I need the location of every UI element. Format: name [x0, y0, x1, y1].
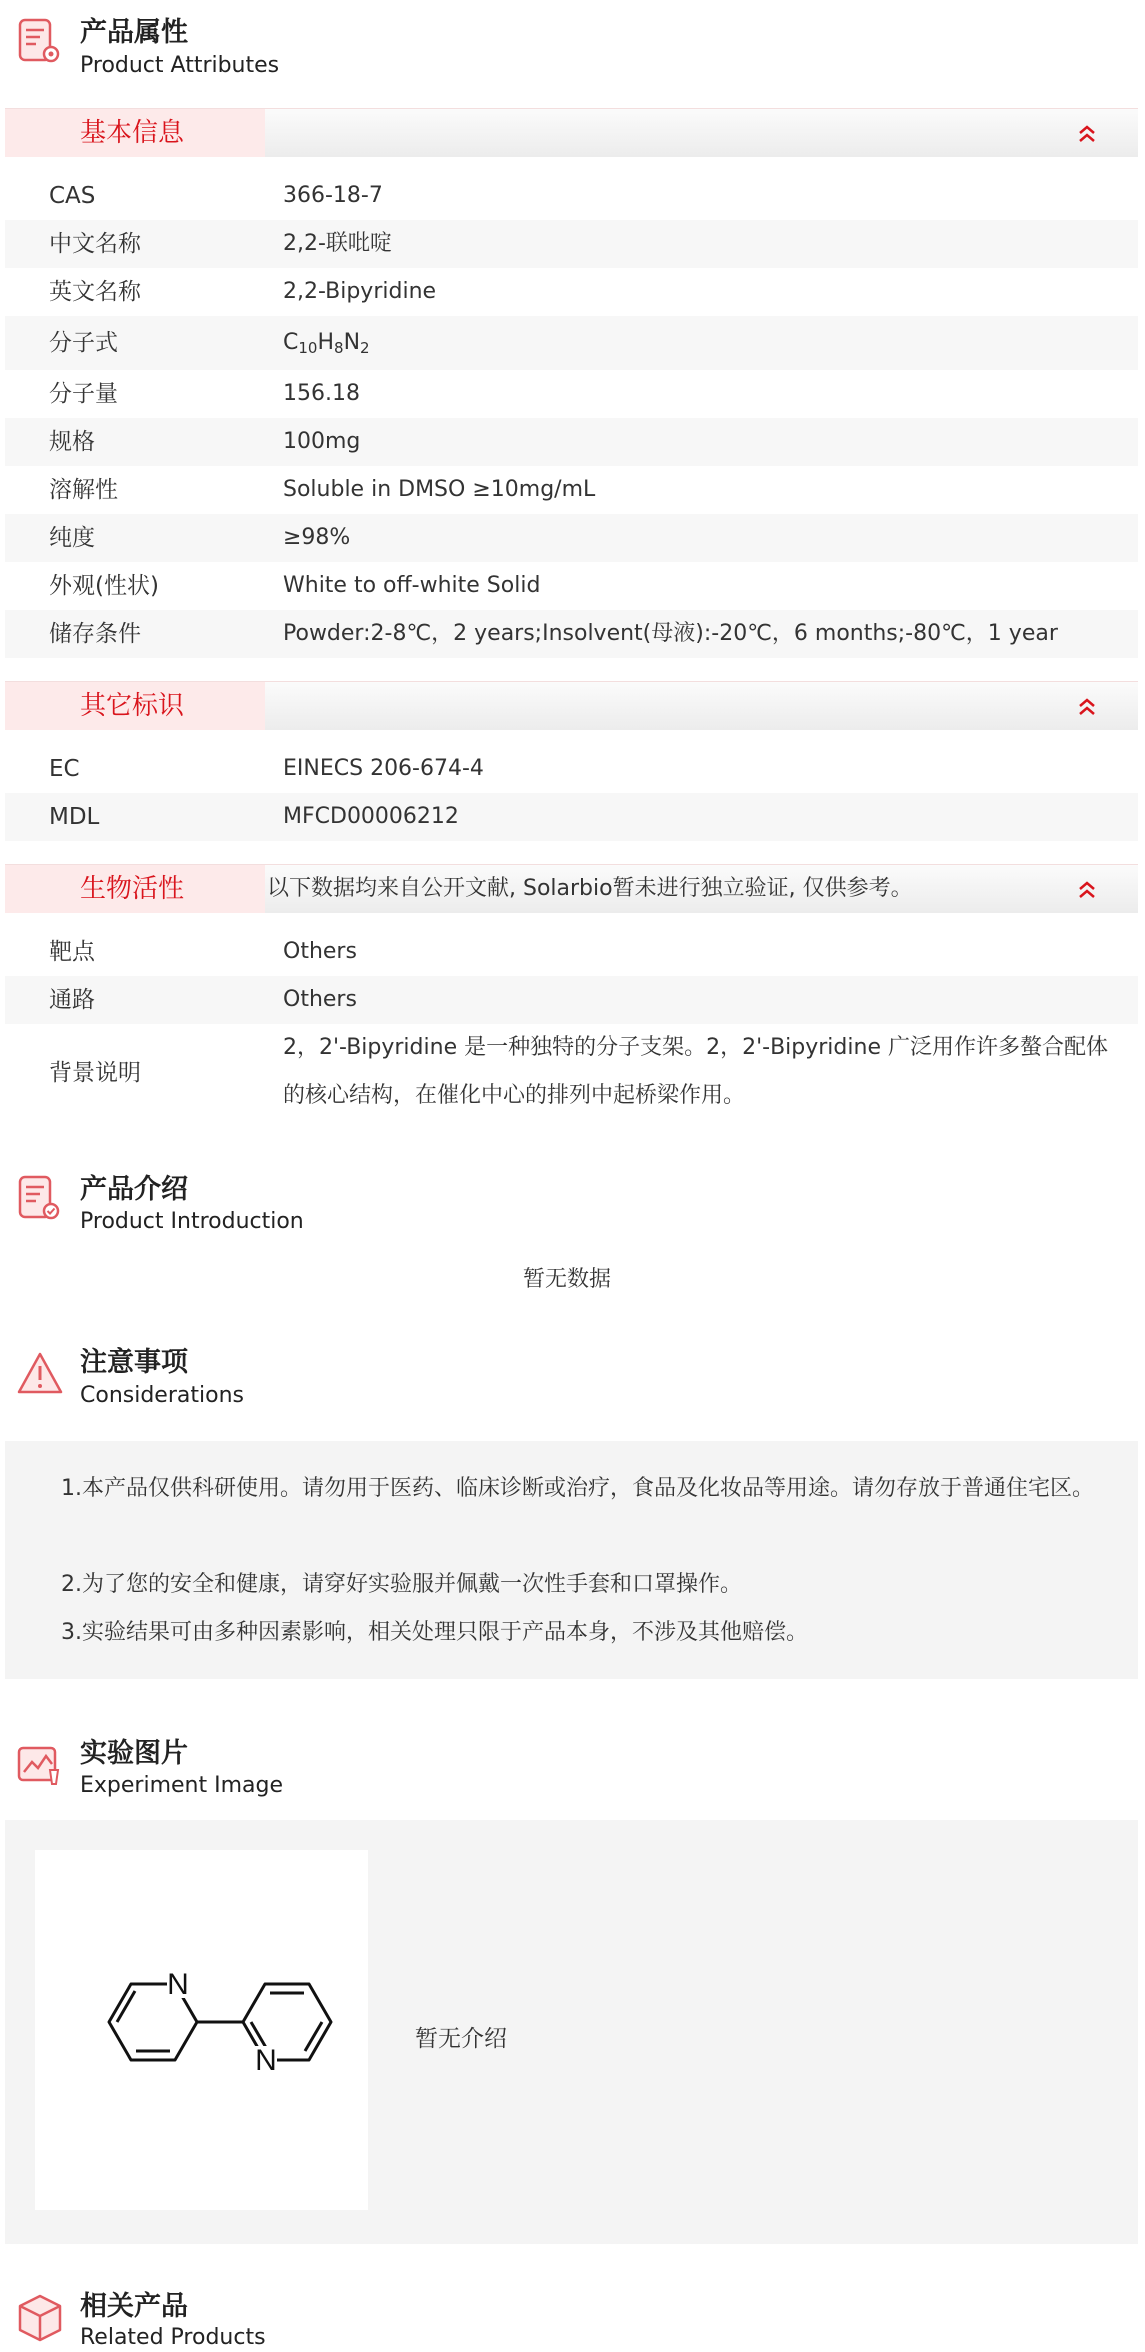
double-chevron-up-icon[interactable] [1076, 123, 1098, 145]
table-row [5, 976, 1138, 1024]
table-row [5, 316, 1138, 370]
attribute-value: 100mg [283, 429, 361, 454]
attribute-value: Others [283, 939, 357, 964]
double-chevron-up-icon[interactable] [1076, 696, 1098, 718]
nitrogen-label: N [167, 1968, 189, 2001]
attribute-value: Soluble in DMSO ≥10mg/mL [283, 477, 596, 502]
molecular-formula: $C_{10}H_8N_2$ [283, 330, 370, 357]
table-row [5, 562, 1138, 610]
section-subtitle: Experiment Image [80, 1773, 284, 1798]
attribute-key: 溶解性 [49, 477, 118, 503]
background-description: 2，2'-Bipyridine 是一种独特的分子支架。2，2'-Bipyridine 广泛用作许多螯合配体的核心结构，在催化中心的排列中起桥梁作用。 [283, 1035, 1108, 1108]
attribute-key: 纯度 [49, 525, 95, 551]
section-subtitle: Related Products [80, 2325, 266, 2350]
attribute-value: White to off-white Solid [283, 573, 541, 598]
attribute-key: EC [49, 756, 80, 782]
section-title: 注意事项 [80, 1347, 188, 1378]
bio-activity-note: 以下数据均来自公开文献, Solarbio暂未进行独立验证, 仅供参考。 [267, 876, 913, 901]
consideration-item: 2.为了您的安全和健康，请穿好实验服并佩戴一次性手套和口罩操作。 [61, 1572, 742, 1597]
basic-info-bar[interactable] [5, 108, 1138, 157]
other-identifiers-label: 其它标识 [5, 682, 265, 730]
table-row [5, 466, 1138, 514]
attribute-value: EINECS 206-674-4 [283, 756, 484, 781]
consideration-item: 1.本产品仅供科研使用。请勿用于医药、临床诊断或治疗，食品及化妆品等用途。请勿存放于普通住宅区。 [61, 1476, 1094, 1501]
section-subtitle: Product Introduction [80, 1209, 304, 1234]
section-title: 产品属性 [80, 17, 188, 48]
experiment-panel [5, 1820, 1138, 2244]
attribute-value: 156.18 [283, 381, 360, 406]
image-description: 暂无介绍 [415, 2026, 507, 2052]
attribute-value: MFCD00006212 [283, 804, 459, 829]
cube-icon [14, 2292, 66, 2344]
section-subtitle: Considerations [80, 1383, 244, 1408]
table-row [5, 1024, 1138, 1122]
section-title: 产品介绍 [80, 1174, 188, 1205]
attribute-key: 分子式 [49, 330, 118, 356]
attribute-value: Others [283, 987, 357, 1012]
attribute-value: ≥98% [283, 525, 351, 550]
structure-diagram [35, 1850, 368, 2210]
table-row [5, 370, 1138, 418]
attribute-key: 分子量 [49, 381, 118, 407]
table-row [5, 418, 1138, 466]
attribute-value: 2,2-联吡啶 [283, 231, 392, 256]
attribute-key: 背景说明 [49, 1060, 141, 1086]
attribute-key: 外观(性状) [49, 573, 159, 599]
attribute-value: 2,2-Bipyridine [283, 279, 437, 304]
double-chevron-up-icon[interactable] [1076, 879, 1098, 901]
table-row [5, 514, 1138, 562]
no-data-text: 暂无数据 [523, 1267, 612, 1292]
bipyridine-structure-image[interactable] [35, 1850, 368, 2210]
attribute-key: 储存条件 [49, 621, 141, 647]
considerations-box [5, 1441, 1138, 1679]
table-row [5, 745, 1138, 793]
table-row [5, 928, 1138, 976]
attribute-key: 靶点 [49, 939, 95, 965]
bio-activity-bar[interactable] [5, 864, 1138, 913]
section-title: 实验图片 [80, 1738, 188, 1769]
attribute-key: 通路 [49, 987, 95, 1013]
attribute-key: MDL [49, 804, 100, 830]
table-row [5, 610, 1138, 658]
product-attributes-icon [14, 16, 66, 68]
attribute-key: 英文名称 [49, 279, 141, 305]
consideration-item: 3.实验结果可由多种因素影响，相关处理只限于产品本身，不涉及其他赔偿。 [61, 1620, 808, 1645]
attribute-value: Powder:2-8℃，2 years;Insolvent(母液):-20℃，6 months;-80℃，1 year [283, 621, 1058, 646]
attribute-key: 中文名称 [49, 231, 141, 257]
product-introduction-icon [14, 1173, 66, 1225]
bio-activity-label: 生物活性 [5, 865, 265, 913]
attribute-value: 366-18-7 [283, 183, 383, 208]
warning-icon [14, 1348, 66, 1400]
section-title: 相关产品 [80, 2291, 188, 2322]
table-row [5, 793, 1138, 841]
attribute-key: CAS [49, 183, 96, 209]
nitrogen-label: N [255, 2044, 277, 2077]
section-subtitle: Product Attributes [80, 53, 280, 78]
other-identifiers-bar[interactable] [5, 681, 1138, 730]
table-row [5, 268, 1138, 316]
basic-info-label: 基本信息 [5, 109, 265, 157]
experiment-image-icon [14, 1740, 66, 1792]
table-row [5, 220, 1138, 268]
table-row [5, 172, 1138, 220]
attribute-key: 规格 [49, 429, 95, 455]
